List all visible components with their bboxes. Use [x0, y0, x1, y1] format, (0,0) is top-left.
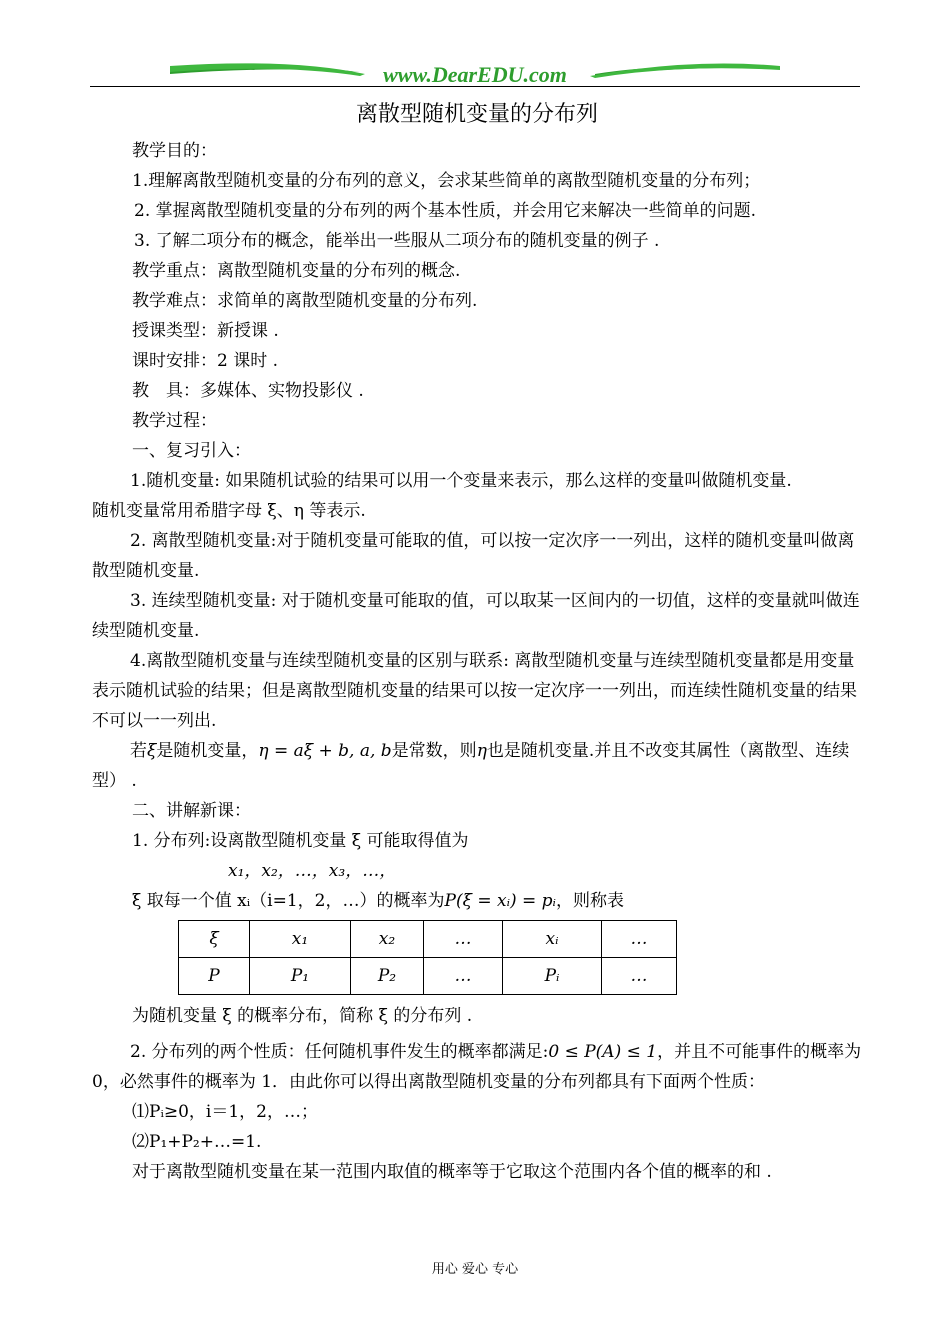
- page-header: [90, 60, 860, 92]
- document-body: [92, 100, 862, 1187]
- review-heading: 一、复习引入：: [132, 441, 251, 461]
- schedule: 课时安排：2 课时 .: [132, 351, 279, 371]
- values-line: x₁，x₂，…，x₃，…，: [228, 861, 397, 881]
- properties-paragraph: [92, 1037, 862, 1097]
- table-cell: ξ: [179, 921, 250, 958]
- text-run: ，并且不可能事件的概率为 0，必然事件的概率为 1．由此你可以得出离散型随机变量的分布列都具有下面两个性质：: [92, 1042, 862, 1092]
- table-cell: P₂: [351, 958, 424, 995]
- header-rule: [90, 86, 860, 87]
- probability-bound-formula: 0 ≤ P(A) ≤ 1: [548, 1042, 658, 1062]
- review-paragraph-1b: 随机变量常用希腊字母 ξ、η 等表示.: [92, 501, 366, 521]
- table-cell: xᵢ: [503, 921, 602, 958]
- table-cell: …: [424, 921, 503, 958]
- review-paragraph-1a: 1.随机变量: 如果随机试验的结果可以用一个变量来表示，那么这样的变量叫做随机变量.: [130, 471, 792, 491]
- review-paragraph-3: 3. 连续型随机变量: 对于随机变量可能取的值，可以取某一区间内的一切值，这样的变量就叫做连续型随机变量.: [92, 591, 860, 641]
- text-run: 是随机变量，: [156, 741, 259, 761]
- table-row: [179, 958, 677, 995]
- review-paragraph-4: 4.离散型随机变量与连续型随机变量的区别与联系: 离散型随机变量与连续型随机变量都是用变量表示随机试验的结果；但是离散型随机变量的结果可以按一定次序一一列出，而连续性随机变量的结果不可以一一列出.: [92, 651, 857, 731]
- xi-symbol: ξ: [147, 741, 157, 761]
- closing-statement: 对于离散型随机变量在某一范围内取值的概率等于它取这个范围内各个值的概率的和 .: [132, 1162, 772, 1182]
- table-cell: …: [602, 958, 677, 995]
- probability-formula: P(ξ = xᵢ) = pᵢ: [444, 891, 556, 911]
- text-run: 若: [130, 741, 147, 761]
- header-swoosh-logo: [90, 60, 860, 86]
- distribution-table: [178, 920, 677, 995]
- text-run: 2. 分布列的两个性质：任何随机事件发生的概率都满足:: [130, 1042, 549, 1062]
- review-paragraph-5: [92, 736, 862, 796]
- objective-item-3: 3. 了解二项分布的概念，能举出一些服从二项分布的随机变量的例子 .: [134, 231, 660, 251]
- review-paragraph-2: 2. 离散型随机变量:对于随机变量可能取的值，可以按一定次序一一列出，这样的随机变量叫做离散型随机变量.: [92, 531, 855, 581]
- distribution-intro: 1. 分布列:设离散型随机变量 ξ 可能取得值为: [132, 831, 469, 851]
- header-logo-text: www.DearEDU.com: [383, 62, 567, 86]
- property-1: ⑴Pᵢ≥0，i＝1，2，…；: [132, 1102, 318, 1122]
- table-cell: P₁: [250, 958, 351, 995]
- table-cell: …: [424, 958, 503, 995]
- table-cell: x₁: [250, 921, 351, 958]
- process-heading: 教学过程：: [132, 411, 217, 431]
- tools: 教 具：多媒体、实物投影仪 .: [132, 381, 364, 401]
- page-footer: 用心 爱心 专心: [431, 1262, 519, 1277]
- table-row: [179, 921, 677, 958]
- new-lesson-heading: 二、讲解新课：: [132, 801, 251, 821]
- text-run: 也是随机变量.并且不改变其属性（离散型、连续型） .: [92, 741, 850, 791]
- text-run: ，则称表: [555, 891, 624, 911]
- linear-formula: η = aξ + b, a, b: [258, 741, 392, 761]
- table-cell: x₂: [351, 921, 424, 958]
- text-run: 是常数，则: [391, 741, 477, 761]
- objective-item-1: 1.理解离散型随机变量的分布列的意义，会求某些简单的离散型随机变量的分布列；: [132, 171, 761, 191]
- after-table-text: 为随机变量 ξ 的概率分布，简称 ξ 的分布列 .: [132, 1006, 473, 1026]
- difficulty: 教学难点：求简单的离散型随机变量的分布列.: [132, 291, 478, 311]
- objective-item-2: 2. 掌握离散型随机变量的分布列的两个基本性质，并会用它来解决一些简单的问题.: [134, 201, 757, 221]
- table-cell: …: [602, 921, 677, 958]
- text-run: ξ 取每一个值 xᵢ（i=1，2，…）的概率为: [132, 891, 445, 911]
- lesson-type: 授课类型：新授课 .: [132, 321, 279, 341]
- probability-line: [92, 886, 862, 916]
- table-cell: P: [179, 958, 250, 995]
- property-2: ⑵P₁+P₂+…=1.: [132, 1132, 262, 1152]
- eta-symbol: η: [476, 741, 487, 761]
- page-title: 离散型随机变量的分布列: [355, 102, 598, 127]
- objectives-heading: 教学目的：: [132, 141, 217, 161]
- key-point: 教学重点：离散型随机变量的分布列的概念.: [132, 261, 461, 281]
- table-cell: Pᵢ: [503, 958, 602, 995]
